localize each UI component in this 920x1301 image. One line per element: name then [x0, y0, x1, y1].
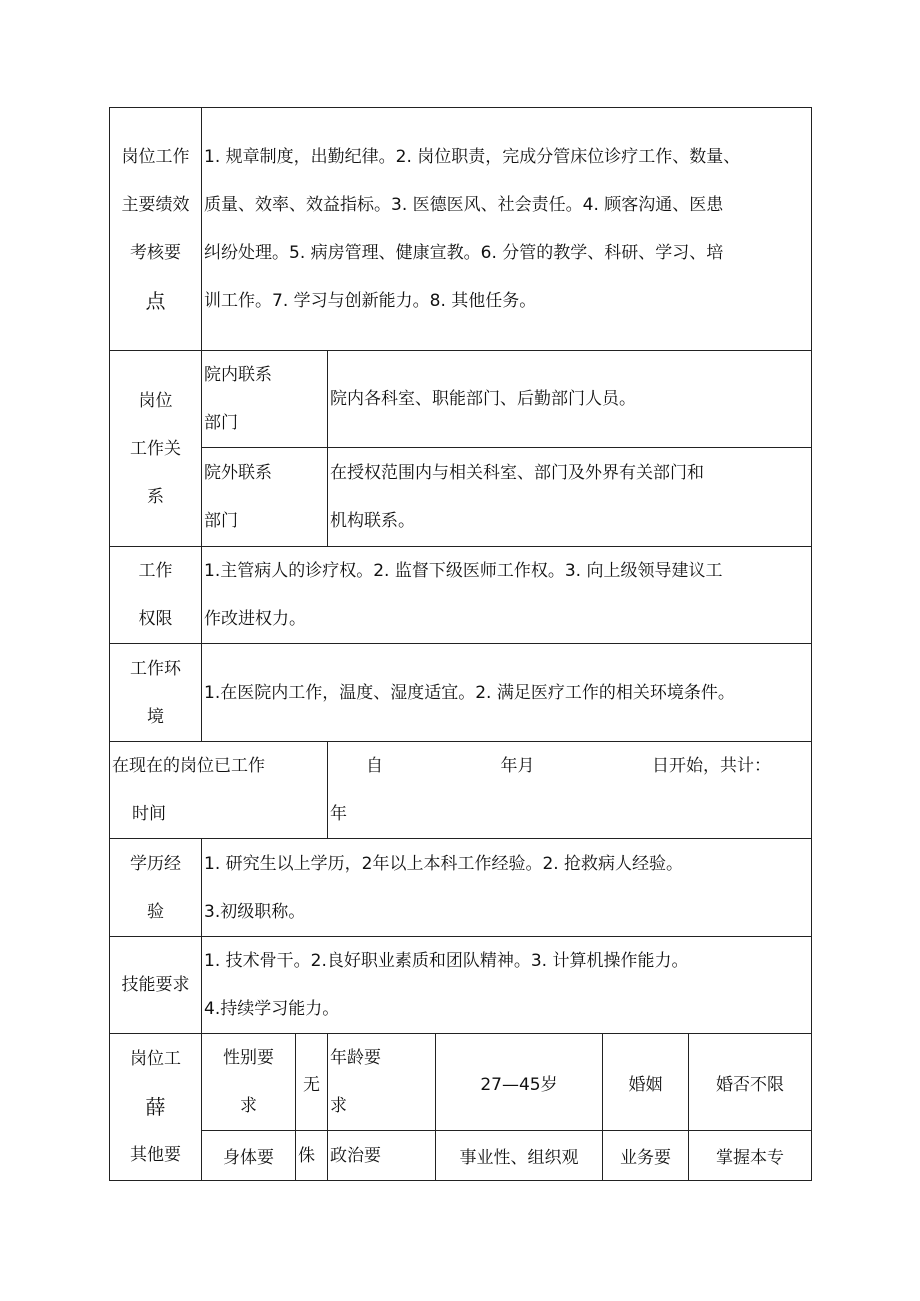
education-label: 学历经 验 [110, 839, 202, 937]
age-value: 27—45岁 [436, 1034, 603, 1131]
other-requirements-label: 岗位工 薛 其他要 [110, 1034, 202, 1181]
internal-contact-label: 院内联系 部门 [202, 351, 328, 448]
kpi-row [110, 108, 812, 351]
internal-contact-content: 院内各科室、职能部门、后勤部门人员。 [328, 351, 812, 448]
relations-internal-row [110, 351, 812, 448]
tenure-years: 年 [330, 804, 347, 824]
age-label: 年龄要 求 [328, 1034, 436, 1131]
external-contact-content: 在授权范围内与相关科室、部门及外界有关部门和 机构联系。 [328, 448, 812, 547]
gender-label: 性别要 求 [202, 1034, 296, 1131]
external-contact-label: 院外联系 部门 [202, 448, 328, 547]
marriage-label: 婚姻 [603, 1034, 689, 1131]
business-label: 业务要 [603, 1131, 689, 1181]
environment-content: 1.在医院内工作，温度、湿度适宜。2. 满足医疗工作的相关环境条件。 [202, 644, 812, 742]
skills-label: 技能要求 [110, 937, 202, 1034]
body-label: 身体要 [202, 1131, 296, 1181]
other-requirements-row-2 [110, 1131, 812, 1181]
tenure-from: 自 [366, 756, 383, 776]
education-row [110, 839, 812, 937]
body-value: 侏 [296, 1131, 328, 1181]
education-content: 1. 研究生以上学历，2年以上本科工作经验。2. 抢救病人经验。 3.初级职称。 [202, 839, 812, 937]
job-description-table [109, 107, 812, 1181]
tenure-row [110, 742, 812, 839]
kpi-label: 岗位工作 主要绩效 考核要 点 [110, 108, 202, 351]
politics-label: 政治要 [328, 1131, 436, 1181]
marriage-value: 婚否不限 [689, 1034, 812, 1131]
other-requirements-row-1 [110, 1034, 812, 1131]
environment-label: 工作环 境 [110, 644, 202, 742]
kpi-content: 1. 规章制度，出勤纪律。2. 岗位职责，完成分管床位诊疗工作、数量、 质量、效率、效益指标。3. 医德医风、社会责任。4. 顾客沟通、医患 纠纷处理。5. 病房管理、健康宣教。6. 分管的教学、科研、学习、培 训工作。7. 学习与创新能力。8. 其他任务。 [202, 108, 812, 351]
politics-value: 事业性、组织观 [436, 1131, 603, 1181]
environment-row [110, 644, 812, 742]
tenure-content [328, 742, 812, 839]
tenure-start-total: 日开始，共计： [652, 756, 771, 776]
tenure-label: 在现在的岗位已工作 时间 [110, 742, 328, 839]
authority-label: 工作 权限 [110, 547, 202, 644]
relations-external-row [110, 448, 812, 547]
skills-content: 1. 技术骨干。2.良好职业素质和团队精神。3. 计算机操作能力。 4.持续学习能力。 [202, 937, 812, 1034]
relations-label: 岗位 工作关 系 [110, 351, 202, 547]
skills-row [110, 937, 812, 1034]
authority-row [110, 547, 812, 644]
authority-content: 1.主管病人的诊疗权。2. 监督下级医师工作权。3. 向上级领导建议工 作改进权力。 [202, 547, 812, 644]
gender-value: 无 [296, 1034, 328, 1131]
business-value: 掌握本专 [689, 1131, 812, 1181]
tenure-year-month: 年月 [500, 756, 535, 776]
